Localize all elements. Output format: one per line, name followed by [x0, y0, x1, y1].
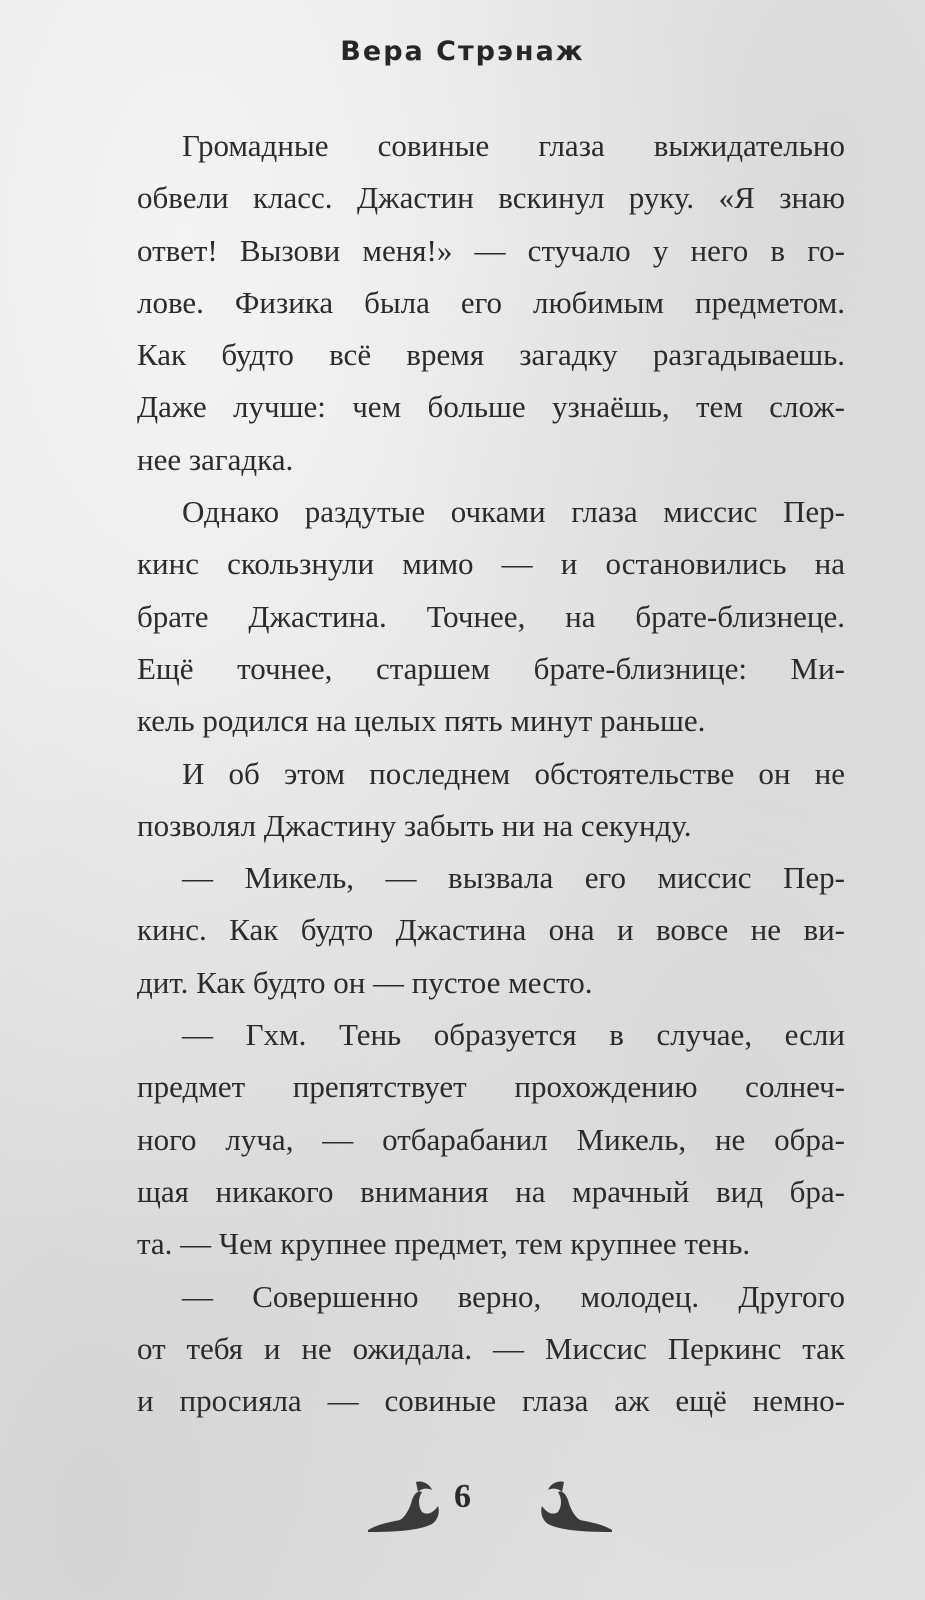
text-line: дит. Как будто он — пустое место.	[137, 964, 593, 1000]
page-number: 6	[454, 1478, 471, 1515]
body-text	[137, 120, 845, 1427]
boot-ornament-icon	[530, 1476, 620, 1536]
text-line: щая никакого внимания на мрачный вид бра-	[137, 1173, 845, 1209]
text-line: позволял Джастину забыть ни на секунду.	[137, 807, 692, 843]
text-line: обвели класс. Джастин вскинул руку. «Я знаю	[137, 180, 845, 216]
text-line: от тебя и не ожидала. — Миссис Перкинс так	[137, 1330, 845, 1366]
text-line: предмет препятствует прохождению солнеч-	[137, 1069, 845, 1105]
text-line: ного луча, — отбарабанил Микель, не обра-	[137, 1121, 845, 1157]
text-line: кель родился на целых пять минут раньше.	[137, 703, 706, 739]
page-footer	[0, 1470, 925, 1540]
text-line: та. — Чем крупнее предмет, тем крупнее тень.	[137, 1226, 751, 1262]
text-line: — Совершенно верно, молодец. Другого	[182, 1278, 845, 1314]
text-line: кинс. Как будто Джастина она и вовсе не ви-	[137, 912, 845, 948]
text-line: лове. Физика была его любимым предметом.	[137, 284, 845, 320]
text-line: Ещё точнее, старшем брате-близнице: Ми-	[137, 650, 845, 686]
text-line: Громадные совиные глаза выжидательно	[182, 128, 845, 163]
paragraph	[137, 1271, 845, 1428]
text-line: ответ! Вызови меня!» — стучало у него в го-	[137, 232, 845, 268]
paragraph	[137, 120, 845, 486]
paragraph	[137, 486, 845, 747]
text-line: брате Джастина. Точнее, на брате-близнеце.	[137, 598, 845, 634]
text-line: — Микель, — вызвала его миссис Пер-	[182, 860, 845, 896]
text-line: Даже лучше: чем больше узнаёшь, тем слож-	[137, 389, 845, 425]
running-head: Вера Стрэнаж	[340, 36, 585, 67]
text-line: Как будто всё время загадку разгадываешь.	[137, 337, 845, 373]
paragraph	[137, 852, 845, 1009]
paragraph	[137, 1009, 845, 1270]
text-line: кинс скользнули мимо — и остановились на	[137, 546, 845, 582]
text-line: и просияла — совиные глаза аж ещё немно-	[137, 1383, 845, 1419]
text-line: нее загадка.	[137, 441, 294, 477]
paragraph	[137, 748, 845, 853]
text-line: Однако раздутые очками глаза миссис Пер-	[182, 494, 845, 530]
text-line: — Гхм. Тень образуется в случае, если	[182, 1017, 845, 1053]
text-line: И об этом последнем обстоятельстве он не	[182, 755, 845, 791]
